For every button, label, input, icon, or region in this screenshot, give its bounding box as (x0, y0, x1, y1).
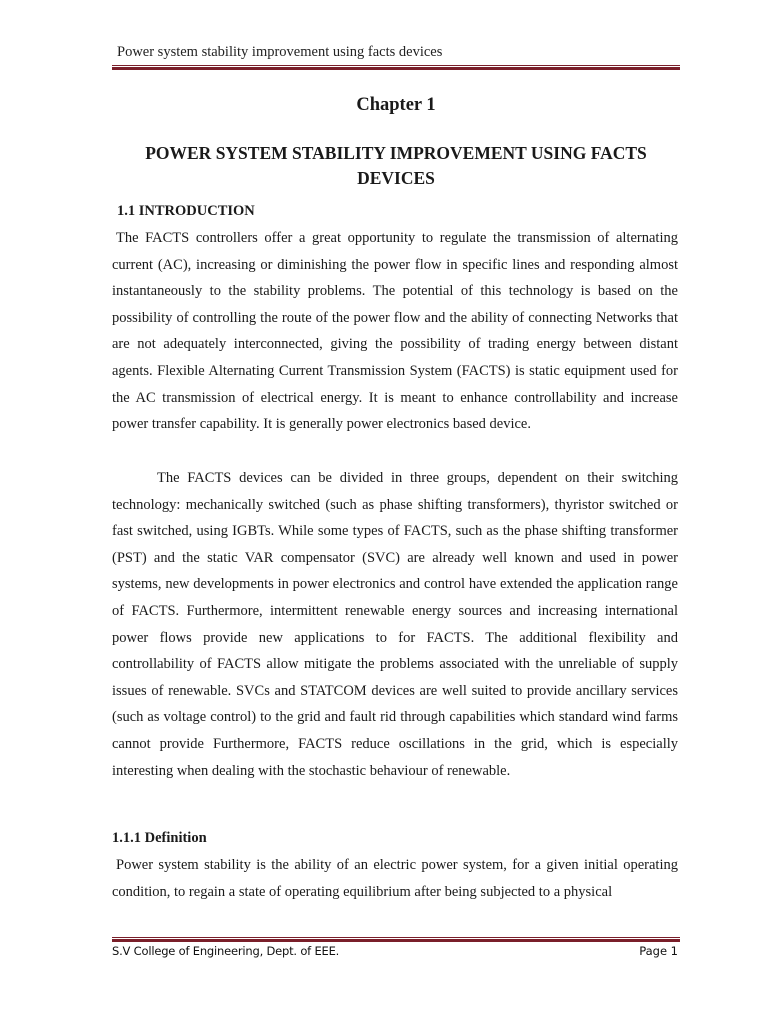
footer-rule (112, 937, 680, 942)
section-heading: 1.1 INTRODUCTION (117, 203, 255, 219)
header-rule (112, 65, 680, 70)
running-header: Power system stability improvement using facts devices (117, 44, 443, 60)
chapter-label: Chapter 1 (356, 95, 436, 115)
footer-page-number: Page 1 (639, 944, 678, 958)
chapter-title: POWER SYSTEM STABILITY IMPROVEMENT USING FACTS DEVICES (145, 143, 647, 188)
intro-paragraph-1: The FACTS controllers offer a great opportunity to regulate the transmission of alternating current (AC), increasing or diminishing the power flow in specific lines and responding almost instantaneously to the stability problems. The potential of this technology is based on the possibility of controlling the route of the power flow and the ability of connecting Networks that are not adequately interconnected, giving the possibility of trading energy between distant agents. Flexible Alternating Current Transmission System (FACTS) is static equipment used for the AC transmission of electrical energy. It is meant to enhance controllability and increase power transfer capability. It is generally power electronics based device. (112, 230, 678, 433)
subsection-heading: 1.1.1 Definition (112, 830, 207, 846)
definition-paragraph: Power system stability is the ability of an electric power system, for a given initial operating condition, to regain a state of operating equilibrium after being subjected to a physical (112, 857, 678, 900)
footer-institution: S.V College of Engineering, Dept. of EEE. (112, 944, 340, 958)
intro-paragraph-2: The FACTS devices can be divided in three groups, dependent on their switching technology: mechanically switched (such as phase shifting transformers), thyristor switched or fast switched, using IGBTs. While some types of FACTS, such as the phase shifting transformer (PST) and the static VAR compensator (SVC) are already well known and used in power systems, new developments in power electronics and control have extended the application range of FACTS. Furthermore, intermittent renewable energy sources and increasing international power flows provide new applications to for FACTS. The additional flexibility and controllability of FACTS allow mitigate the problems associated with the unreliable of supply issues of renewable. SVCs and STATCOM devices are well suited to provide ancillary services (such as voltage control) to the grid and fault rid through capabilities which standard wind farms cannot provide Furthermore, FACTS reduce oscillations in the grid, which is especially interesting when dealing with the stochastic behaviour of renewable. (112, 470, 678, 779)
